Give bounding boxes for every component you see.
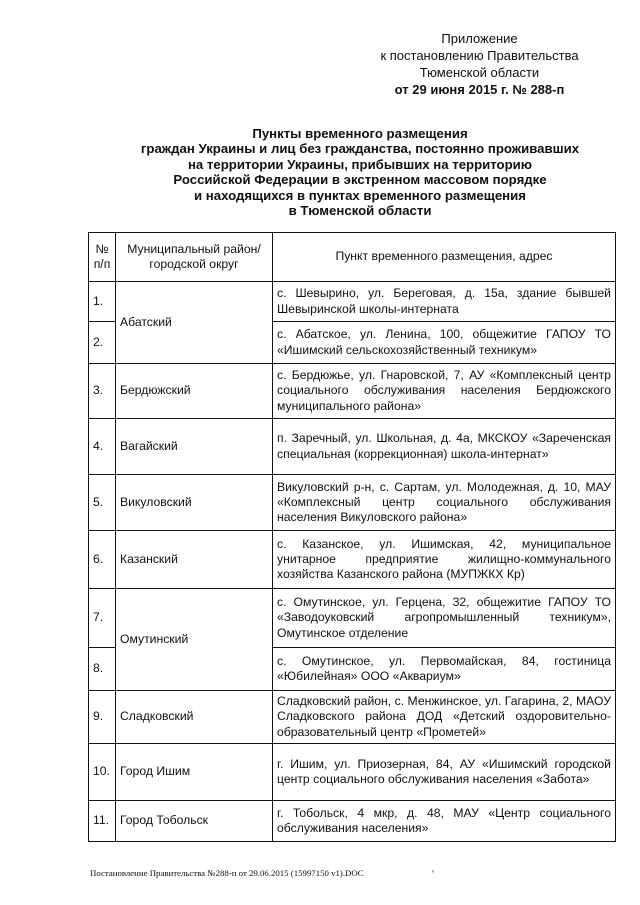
- table-row: [89, 744, 616, 801]
- row-district: Вагайский: [116, 419, 273, 475]
- row-address: Викуловский р-н, с. Сартам, ул. Молодежная, д. 10, МАУ «Комплексный центр социального обслуживания населения Викуловского района»: [273, 475, 616, 531]
- table-row: [89, 589, 616, 648]
- table-row: [89, 531, 616, 589]
- table-row: [89, 282, 616, 322]
- placement-table: [88, 232, 616, 842]
- row-address: г. Ишим, ул. Приозерная, 84, АУ «Ишимский городской центр социального обслуживания населения «Забота»: [273, 744, 616, 801]
- table-row: [89, 419, 616, 475]
- row-number: 8.: [89, 648, 116, 691]
- header-address: Пункт временного размещения, адрес: [273, 233, 616, 282]
- title-line: на территории Украины, прибывших на территорию: [187, 156, 533, 172]
- row-number: 1.: [89, 282, 116, 322]
- row-district: Город Ишим: [116, 744, 273, 801]
- row-number: 6.: [89, 531, 116, 589]
- row-address: п. Заречный, ул. Школьная, д. 4а, МКСКОУ «Зареченская специальная (коррекционная) школа-интернат»: [273, 419, 616, 475]
- header-number: № п/п: [89, 233, 116, 282]
- row-district: Сладковский: [116, 691, 273, 744]
- row-district: Бердюжский: [116, 364, 273, 419]
- document-title: [80, 126, 640, 218]
- table-row: [89, 801, 616, 842]
- row-address: Сладковский район, с. Менжинское, ул. Гагарина, 2, МАОУ Сладковского района ДОД «Детский оздоровительно-образовательный центр «Прометей»: [273, 691, 616, 744]
- row-address: с. Омутинское, ул. Первомайская, 84, гостиница «Юбилейная» ООО «Аквариум»: [273, 648, 616, 691]
- row-address: с. Абатское, ул. Ленина, 100, общежитие ГАПОУ ТО «Ишимский сельскохозяйственный техникум»: [273, 322, 616, 364]
- row-district: Абатский: [116, 282, 273, 364]
- title-line: и находящихся в пунктах временного размещения: [194, 187, 526, 203]
- title-line: граждан Украины и лиц без гражданства, постоянно проживавших: [140, 141, 580, 157]
- header-district: Муниципальный район/городской округ: [116, 233, 273, 282]
- row-address: с. Бердюжье, ул. Гнаровской, 7, АУ «Комплексный центр социального обслуживания населения Бердюжского муниципального района»: [273, 364, 616, 419]
- footer-mark: ': [432, 869, 434, 879]
- row-address: с. Омутинское, ул. Герцена, 32, общежитие ГАПОУ ТО «Заводоуковский агропромышленный техникум», Омутинское отделение: [273, 589, 616, 648]
- row-address: с. Шевырино, ул. Береговая, д. 15а, здание бывшей Шевыринской школы-интерната: [273, 282, 616, 322]
- row-number: 4.: [89, 419, 116, 475]
- document-footer: Постановление Правительства №288-п от 29.06.2015 (15997150 v1).DOC: [90, 868, 364, 878]
- row-number: 3.: [89, 364, 116, 419]
- row-district: Город Тобольск: [116, 801, 273, 842]
- appendix-header: [352, 30, 607, 98]
- row-number: 5.: [89, 475, 116, 531]
- title-line: в Тюменской области: [288, 203, 432, 219]
- row-district: Омутинский: [116, 589, 273, 691]
- appendix-date-number: от 29 июня 2015 г. № 288-п: [394, 82, 565, 97]
- row-number: 11.: [89, 801, 116, 842]
- row-district: Викуловский: [116, 475, 273, 531]
- appendix-region: Тюменской области: [419, 65, 540, 80]
- table-row: [89, 364, 616, 419]
- table-row: [89, 475, 616, 531]
- row-number: 2.: [89, 322, 116, 364]
- row-number: 7.: [89, 589, 116, 648]
- title-line: Пункты временного размещения: [252, 126, 468, 141]
- row-number: 10.: [89, 744, 116, 801]
- title-line: Российской Федерации в экстренном массовом порядке: [173, 172, 547, 188]
- row-address: г. Тобольск, 4 мкр, д. 48, МАУ «Центр социального обслуживания населения»: [273, 801, 616, 842]
- row-address: с. Казанское, ул. Ишимская, 42, муниципальное унитарное предприятие жилищно-коммунального хозяйства Казанского района (МУПЖКХ Кр): [273, 531, 616, 589]
- appendix-resolution: к постановлению Правительства: [380, 48, 579, 63]
- table-header-row: [89, 233, 616, 282]
- table-row: [89, 691, 616, 744]
- row-district: Казанский: [116, 531, 273, 589]
- appendix-label: Приложение: [441, 31, 518, 46]
- row-number: 9.: [89, 691, 116, 744]
